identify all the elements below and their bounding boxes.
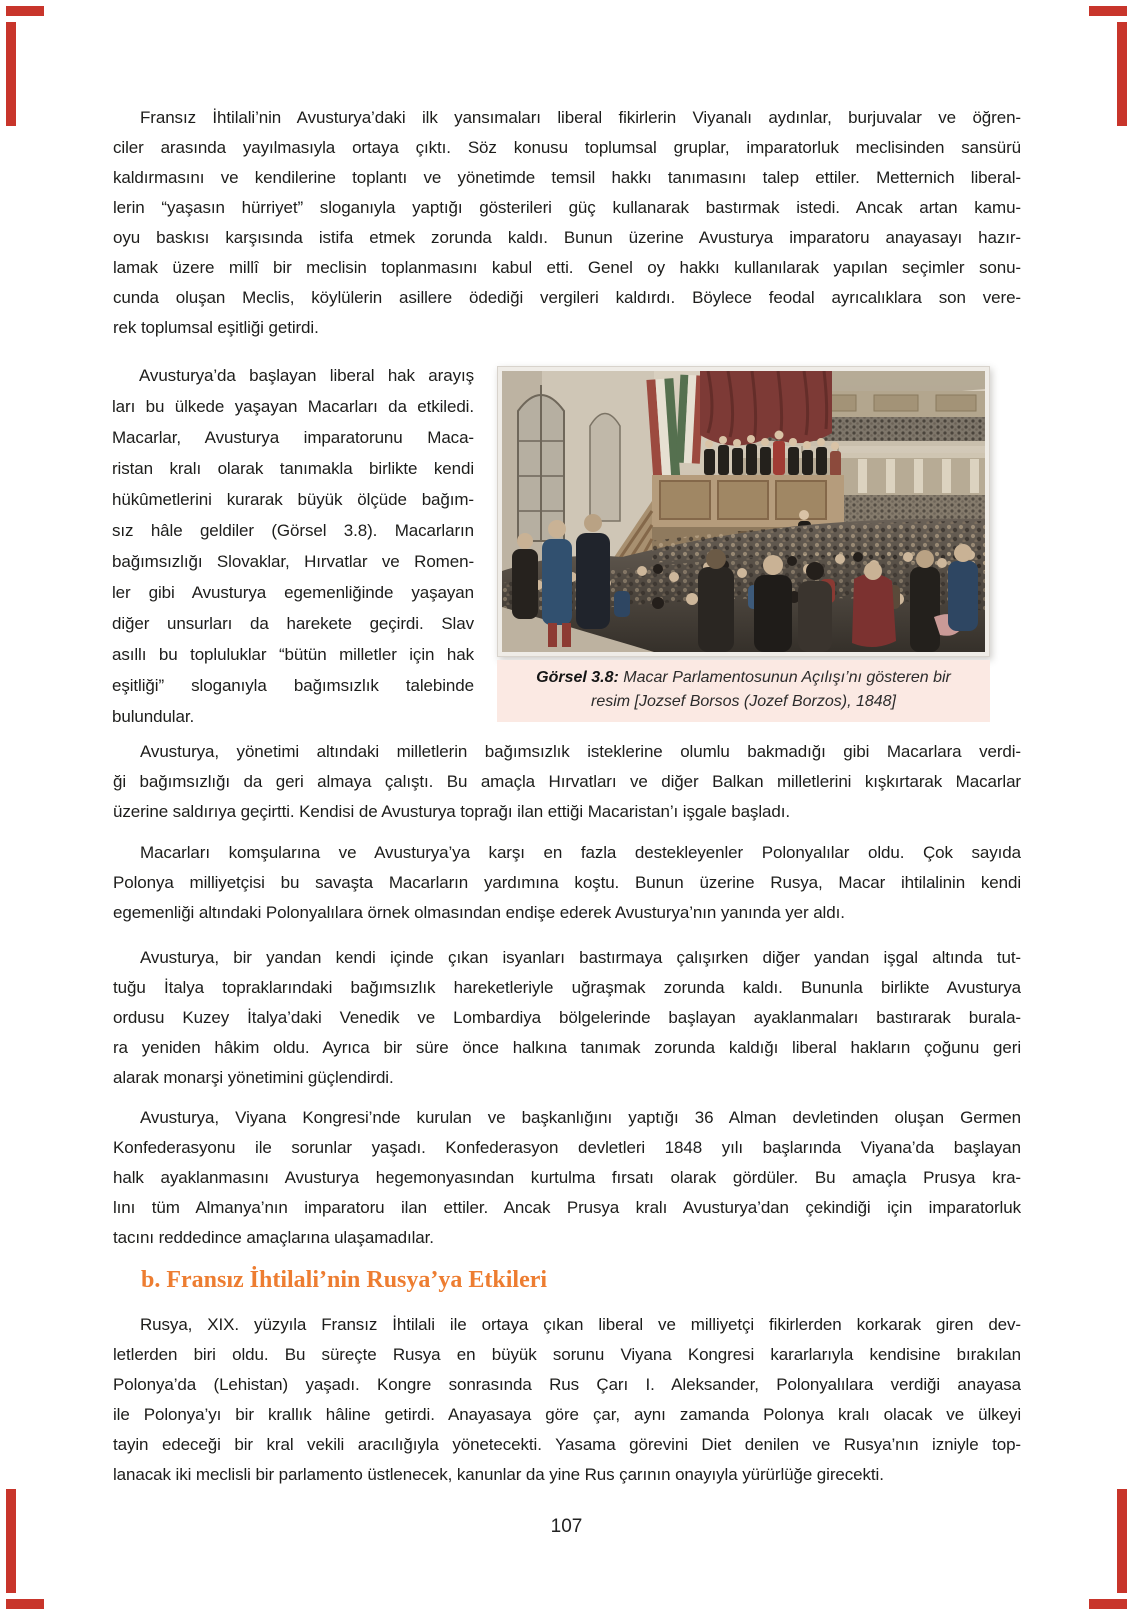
text-line: lanacak iki meclisli bir parlamento üstlenecek, kanunlar da yine Rus çarının onayıyla yürürlüğe girecekti. bbox=[113, 1465, 884, 1484]
paragraph-hungarians-column bbox=[112, 360, 474, 732]
corner-mark-top-left-vertical bbox=[6, 22, 16, 126]
section-heading-russia: b. Fransız İhtilali’nin Rusya’ya Etkileri bbox=[141, 1267, 548, 1293]
text-line: kaldırmasını ve kendilerine toplantı ve yönetimde temsil hakkı tanımasını talep ettiler. Metternich liberal- bbox=[113, 168, 1021, 187]
text-line: ile Polonya’yı bir krallık hâline getirdi. Anayasaya göre çar, aynı zamanda Polonya kralı olacak ve ülkeyi bbox=[113, 1405, 1021, 1424]
text-line: hükûmetlerini kurarak büyük ölçüde bağım- bbox=[112, 490, 474, 509]
figure-gorsel-3-8 bbox=[497, 366, 990, 722]
text-line: ra yeniden hâkim oldu. Ayrıca bir süre önce halkına tanımak zorunda kaldığı liberal hakların çoğunu geri bbox=[113, 1038, 1021, 1057]
figure-caption-label: Görsel 3.8: bbox=[536, 669, 619, 686]
corner-mark-bottom-right-horizontal bbox=[1089, 1599, 1127, 1609]
painting-hungarian-parliament-opening bbox=[497, 366, 990, 657]
text-line: tayin edeceği bir kral vekili aracılığıyla yönetecekti. Yasama görevini Diet denilen ve Rusya’nın izniyle top- bbox=[113, 1435, 1021, 1454]
text-line: Macarlar, Avusturya imparatorunu Maca- bbox=[112, 428, 474, 447]
paragraph-russia-effects bbox=[113, 1310, 1021, 1490]
paragraph-german-confederation bbox=[113, 1103, 1021, 1253]
text-line: Avusturya, Viyana Kongresi’nde kurulan ve başkanlığını yaptığı 36 Alman devletinden oluşan Germen bbox=[140, 1108, 1021, 1127]
text-line: lını tüm Almanya’nın imparatoru ilan ettiler. Ancak Prusya kralı Avusturya’dan çekindiği için imparatorluk bbox=[113, 1198, 1021, 1217]
corner-mark-bottom-left-vertical bbox=[6, 1489, 16, 1593]
text-line: bağımsızlığı Slovaklar, Hırvatlar ve Romen- bbox=[112, 552, 474, 571]
text-line: asıllı bu topluluklar “bütün milletler için hak bbox=[112, 645, 474, 664]
text-line: Polonya milliyetçisi bu savaşta Macarların yardımına koştu. Bunun üzerine Rusya, Macar ihtilalinin kendi bbox=[113, 873, 1021, 892]
text-line: egemenliği altındaki Polonyalılara örnek olmasından endişe ederek Avusturya’nın yanında yer aldı. bbox=[113, 903, 845, 922]
text-line: diğer unsurları da harekete geçirdi. Slav bbox=[112, 614, 474, 633]
figure-caption bbox=[497, 660, 990, 722]
text-line: ciler arasında yayılmasıyla ortaya çıktı. Söz konusu toplumsal gruplar, imparatorluk meclisinden sansürü bbox=[113, 138, 1021, 157]
corner-mark-top-right-horizontal bbox=[1089, 6, 1127, 16]
corner-mark-bottom-right-vertical bbox=[1117, 1489, 1127, 1593]
text-line: Fransız İhtilali’nin Avusturya’daki ilk yansımaları liberal fikirlerin Viyanalı aydınlar, burjuvalar ve öğren- bbox=[140, 108, 1021, 127]
text-line: ler gibi Avusturya egemenliğinde yaşayan bbox=[112, 583, 474, 602]
text-line: ları bu ülkede yaşayan Macarları da etkiledi. bbox=[112, 397, 474, 416]
text-line: bulundular. bbox=[112, 707, 195, 726]
text-line: tacını reddedince amaçlarına ulaşamadılar. bbox=[113, 1228, 434, 1247]
text-line: tuğu İtalya topraklarındaki bağımsızlık hareketleriyle uğraşmak zorunda kaldı. Bununla birlikte Avusturya bbox=[113, 978, 1021, 997]
text-line: Avusturya’da başlayan liberal hak arayış bbox=[139, 366, 474, 385]
paragraph-poles-support bbox=[113, 838, 1021, 928]
text-line: halk ayaklanmasını Avusturya hegemonyasından kurtulma fırsatı olarak gördüler. Bu amaçla Prusya kra- bbox=[113, 1168, 1021, 1187]
text-line: üzerine saldırıya geçirtti. Kendisi de Avusturya toprağı ilan ettiği Macaristan’ı işgale başladı. bbox=[113, 802, 790, 821]
text-line: ristan kralı olarak tanımakla birlikte kendi bbox=[112, 459, 474, 478]
text-line: ği bağımsızlığı da geri almaya çalıştı. Bu amaçla Hırvatları ve diğer Balkan milletlerini kışkırtarak Macarlar bbox=[113, 772, 1021, 791]
text-line: Polonya’da (Lehistan) yaşadı. Kongre sonrasında Rus Çarı I. Aleksander, Polonyalılara verdiği anayasa bbox=[113, 1375, 1021, 1394]
painting-illustration bbox=[502, 371, 985, 652]
text-line: Avusturya, bir yandan kendi içinde çıkan isyanları bastırmaya çalışırken diğer yandan işgal altında tut- bbox=[140, 948, 1021, 967]
text-line: eşitliği” sloganıyla bağımsızlık talebinde bbox=[112, 676, 474, 695]
text-line: alarak monarşi yönetimini güçlendirdi. bbox=[113, 1068, 394, 1087]
text-line: ordusu Kuzey İtalya’daki Venedik ve Lombardiya bölgelerinde başlayan ayaklanmaları bastırarak burala- bbox=[113, 1008, 1021, 1027]
text-line: Macarları komşularına ve Avusturya’ya karşı en fazla destekleyenler Polonyalılar oldu. Çok sayıda bbox=[140, 843, 1021, 862]
text-line: oyu baskısı karşısında istifa etmek zorunda kaldı. Bunun üzerine Avusturya imparatoru anayasayı hazır- bbox=[113, 228, 1021, 247]
paragraph-italy-uprisings bbox=[113, 943, 1021, 1093]
text-line: lerin “yaşasın hürriyet” sloganıyla yaptığı gösterileri güç kullanarak bastırmak istedi. Ancak artan kamu- bbox=[113, 198, 1021, 217]
text-line: Rusya, XIX. yüzyıla Fransız İhtilali ile ortaya çıkan liberal ve milliyetçi fikirlerden korkarak giren dev- bbox=[140, 1315, 1021, 1334]
text-line: Konfederasyonu ile sorunlar yaşadı. Konfederasyon devletleri 1848 yılı başlarında Viyana’da başlayan bbox=[113, 1138, 1021, 1157]
text-line: lamak üzere millî bir meclisin toplanmasını kabul etti. Genel oy hakkı kullanılarak yapılan seçimler sonu- bbox=[113, 258, 1021, 277]
corner-mark-bottom-left-horizontal bbox=[6, 1599, 44, 1609]
text-line: rek toplumsal eşitliği getirdi. bbox=[113, 318, 319, 337]
corner-mark-top-left-horizontal bbox=[6, 6, 44, 16]
text-line: cunda oluşan Meclis, köylülerin asillere ödediği vergileri kaldırdı. Böylece feodal ayrıcalıklara son vere- bbox=[113, 288, 1021, 307]
corner-mark-top-right-vertical bbox=[1117, 22, 1127, 126]
figure-caption-text: Macar Parlamentosunun Açılışı’nı gösteren bir bbox=[618, 669, 951, 686]
text-line: sız hâle geldiler (Görsel 3.8). Macarların bbox=[112, 521, 474, 540]
text-line: Avusturya, yönetimi altındaki milletlerin bağımsızlık isteklerine olumlu bakmadığı gibi Macarlara verdi- bbox=[140, 742, 1021, 761]
paragraph-austria-reaction bbox=[113, 737, 1021, 827]
figure-caption-credit: resim [Jozsef Borsos (Jozef Borzos), 1848] bbox=[591, 693, 896, 710]
page-number: 107 bbox=[550, 1516, 583, 1537]
text-line: letlerden biri oldu. Bu süreçte Rusya en büyük sorunu Viyana Kongresi kararlarıyla kendisine bırakılan bbox=[113, 1345, 1021, 1364]
paragraph-french-revolution-austria bbox=[113, 103, 1021, 343]
